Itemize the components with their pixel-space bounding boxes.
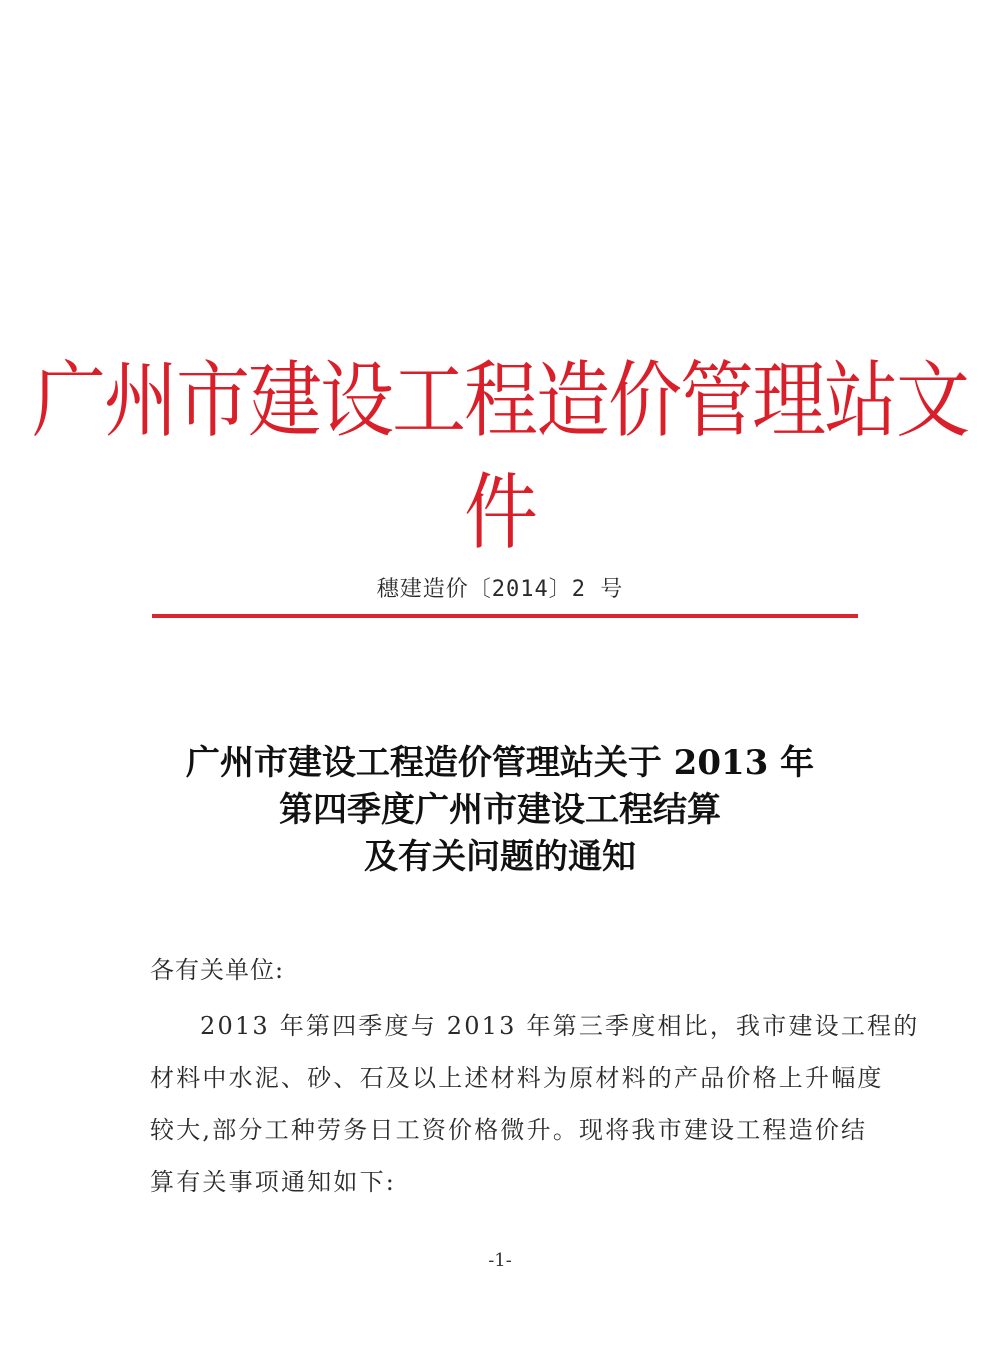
body-paragraph xyxy=(150,1000,920,1208)
body-line-1: 2013 年第四季度与 2013 年第三季度相比，我市建设工程的 xyxy=(200,1012,920,1040)
document-title xyxy=(0,740,1000,881)
issuing-organization-header: 广州市建设工程造价管理站文件 xyxy=(32,352,968,562)
body-line-4: 算有关事项通知如下: xyxy=(150,1168,397,1196)
title-line-2: 第四季度广州市建设工程结算 xyxy=(279,790,721,830)
title-line-3: 及有关问题的通知 xyxy=(364,837,636,877)
red-divider-line xyxy=(152,614,858,618)
title-line-1: 广州市建设工程造价管理站关于 2013 年 xyxy=(185,743,815,783)
salutation: 各有关单位: xyxy=(150,956,285,984)
document-number: 穗建造价〔2014〕2 号 xyxy=(376,577,624,602)
page-number: -1- xyxy=(488,1250,512,1271)
body-line-2: 材料中水泥、砂、石及以上述材料为原材料的产品价格上升幅度 xyxy=(150,1064,884,1092)
body-line-3: 较大,部分工种劳务日工资价格微升。现将我市建设工程造价结 xyxy=(150,1116,868,1144)
